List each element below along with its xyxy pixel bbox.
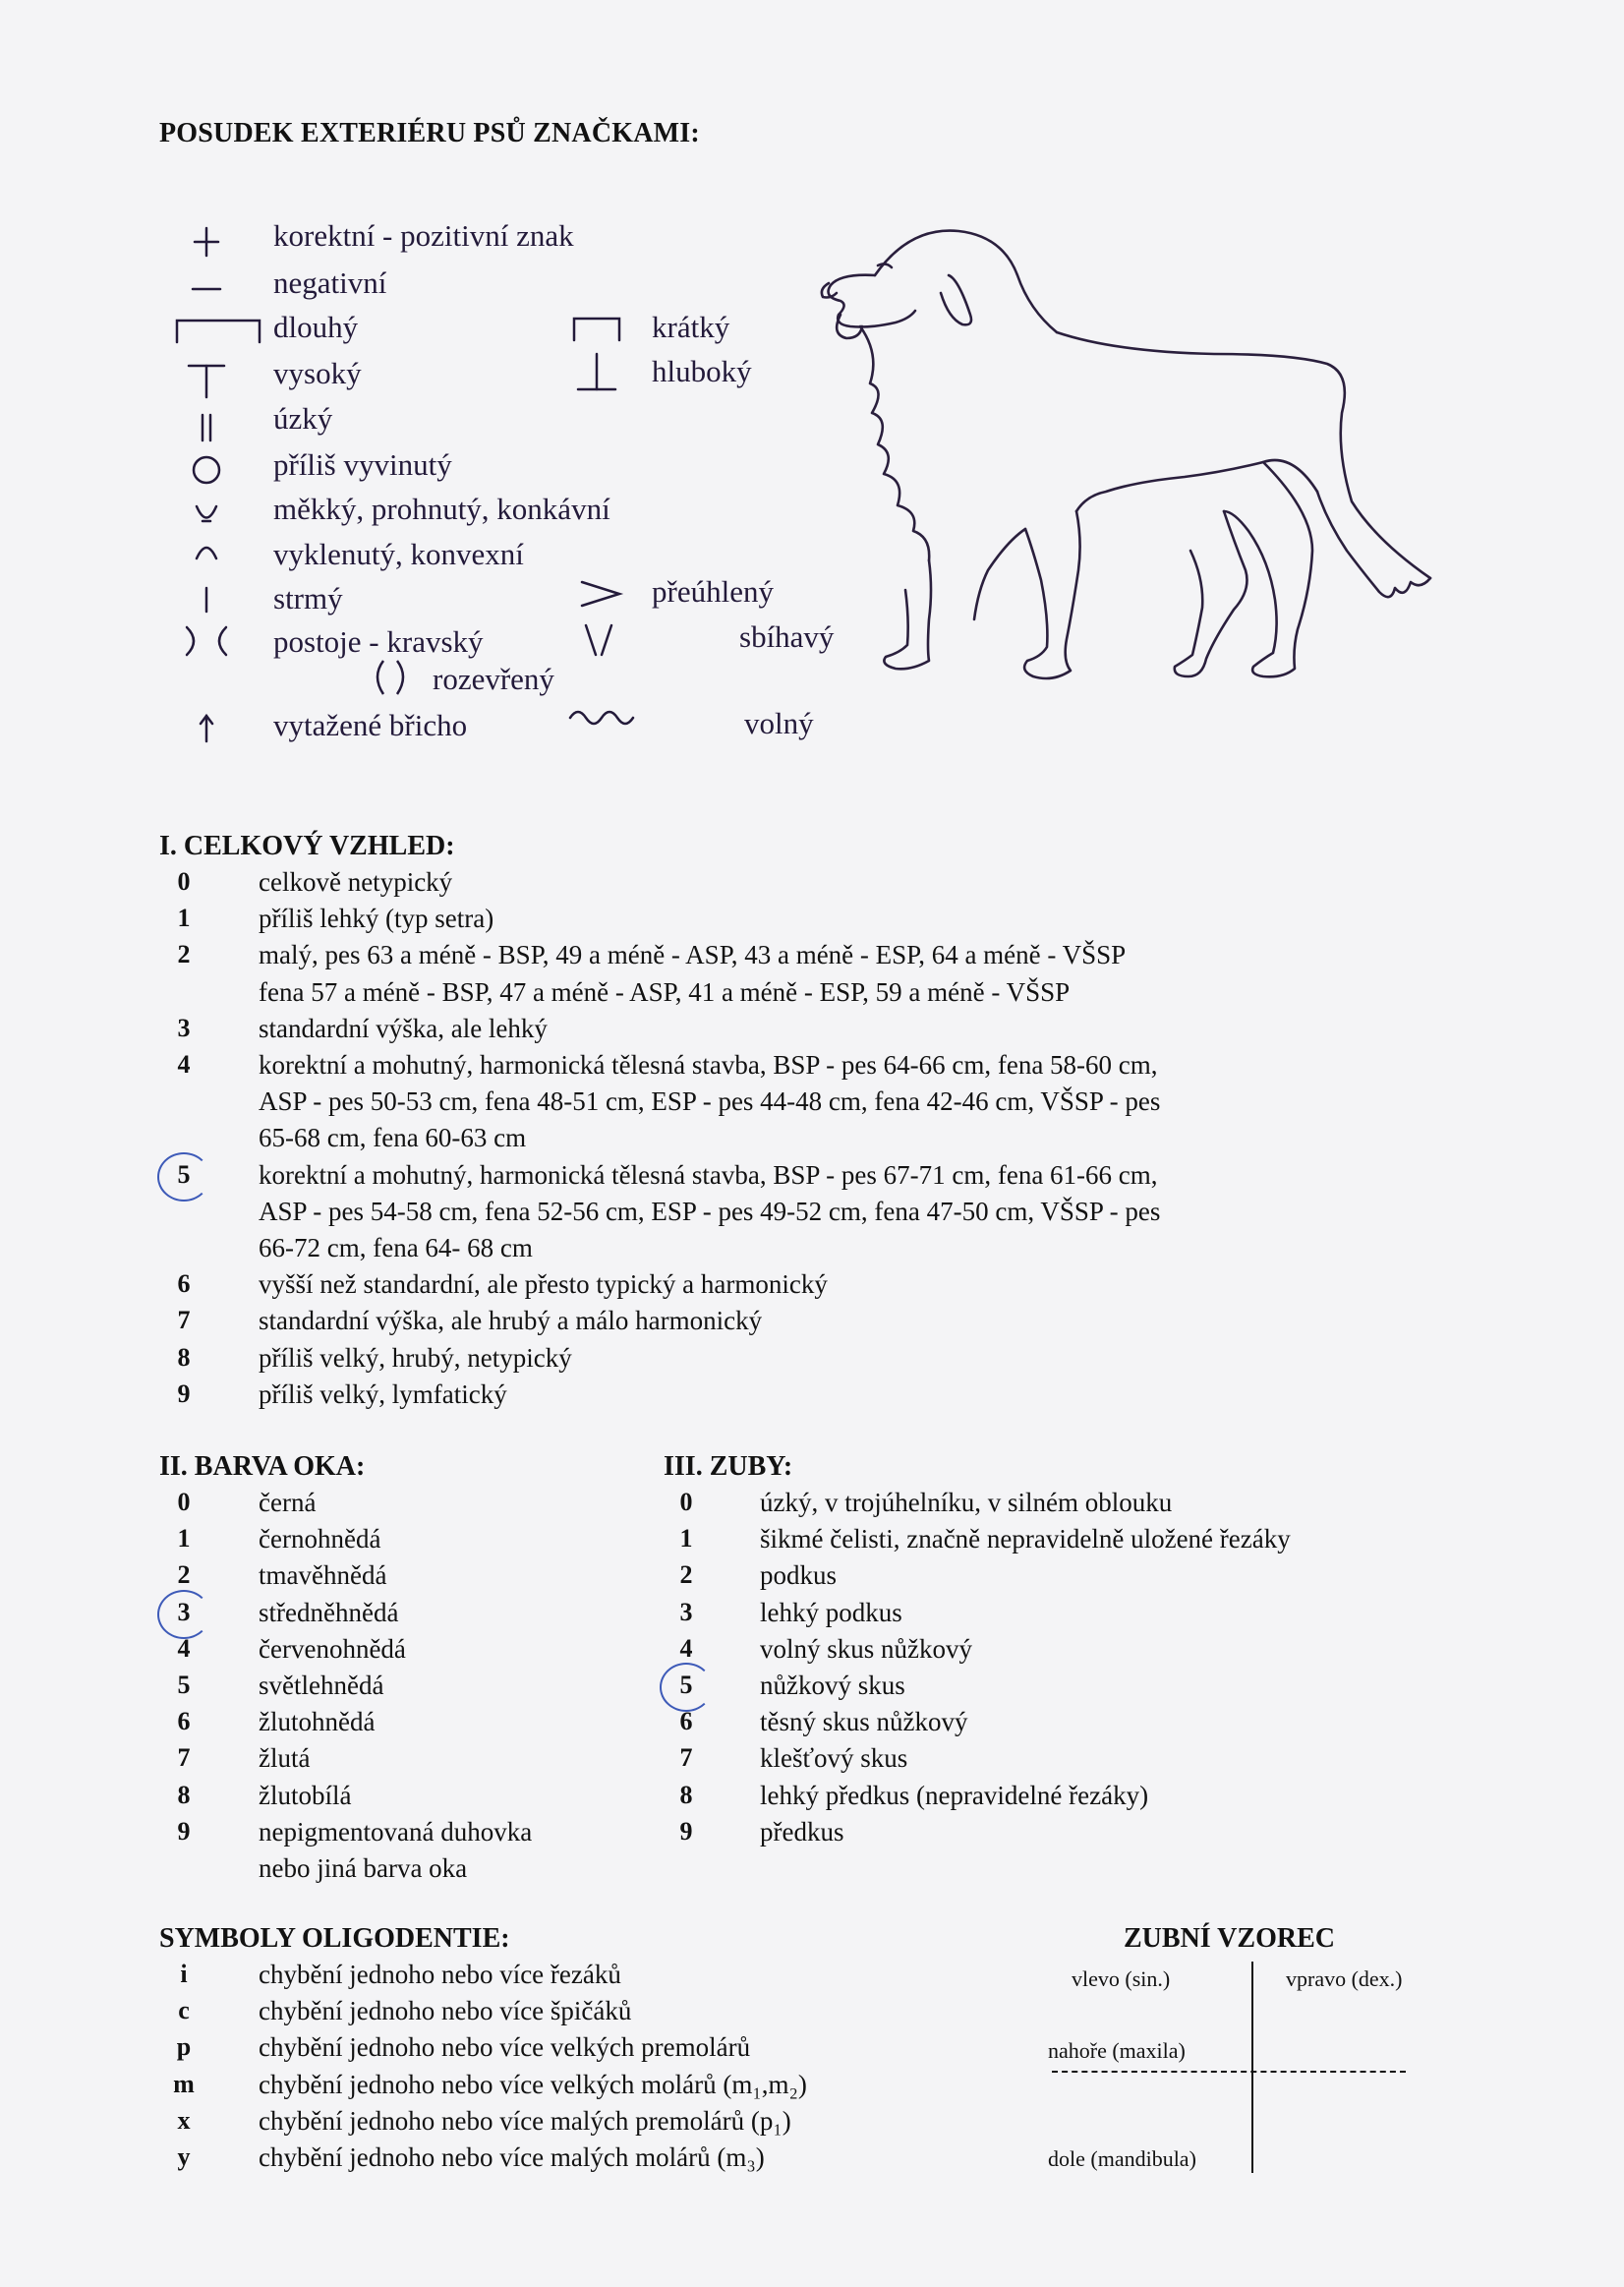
item-number: 9 bbox=[679, 1816, 693, 1846]
page-title: POSUDEK EXTERIÉRU PSŮ ZNAČKAMI: bbox=[159, 118, 700, 148]
open-hocks-icon bbox=[364, 657, 423, 700]
item-text: volný skus nůžkový bbox=[760, 1633, 972, 1664]
item-text: 65-68 cm, fena 60-63 cm bbox=[259, 1123, 527, 1153]
item-number: 8 bbox=[679, 1780, 693, 1809]
item-text: světlehnědá bbox=[259, 1671, 384, 1700]
dog-outline-icon bbox=[801, 216, 1450, 708]
item-text: klešťový skus bbox=[760, 1743, 908, 1774]
item-number: 7 bbox=[177, 1306, 191, 1335]
item-number: 0 bbox=[177, 1488, 191, 1516]
item-text: malý, pes 63 a méně - BSP, 49 a méně - ASP, 43 a méně - ESP, 64 a méně - VŠSP bbox=[259, 940, 1127, 970]
item-text: chybění jednoho nebo více řezáků bbox=[259, 1960, 621, 1989]
item-number: 8 bbox=[177, 1780, 191, 1809]
zubni-vzorec-horizontal-line bbox=[1052, 2071, 1406, 2073]
item-number: 9 bbox=[177, 1378, 191, 1408]
item-text: nebo jiná barva oka bbox=[259, 1853, 468, 1883]
item-number: 4 bbox=[177, 1050, 191, 1079]
long-bracket-icon bbox=[177, 321, 260, 342]
section-title: III. ZUBY: bbox=[664, 1451, 793, 1482]
item-number: 7 bbox=[679, 1743, 693, 1773]
item-number: i bbox=[180, 1960, 188, 1988]
wave-icon bbox=[570, 712, 633, 724]
item-number: 2 bbox=[679, 1560, 693, 1590]
item-text: těsný skus nůžkový bbox=[760, 1707, 968, 1737]
item-text: ASP - pes 54-58 cm, fena 52-56 cm, ESP - pes 49-52 cm, fena 47-50 cm, VŠSP - pes bbox=[259, 1196, 1161, 1226]
item-number: 0 bbox=[177, 867, 191, 896]
circled-mark bbox=[660, 1663, 713, 1712]
item-text: žlutobílá bbox=[259, 1780, 352, 1810]
item-text: černohnědá bbox=[259, 1524, 381, 1554]
tall-t-icon bbox=[189, 366, 224, 397]
legend-label: krátký bbox=[652, 310, 730, 344]
legend-label: negativní bbox=[273, 265, 387, 300]
item-number: 6 bbox=[177, 1707, 191, 1736]
section-title: I. CELKOVÝ VZHLED: bbox=[159, 831, 455, 861]
legend-symbols bbox=[157, 216, 275, 747]
zubni-vzorec-vertical-line bbox=[1251, 1962, 1253, 2173]
inverted-t-icon bbox=[578, 354, 615, 389]
item-number: 6 bbox=[679, 1707, 693, 1736]
circle-icon bbox=[194, 457, 219, 483]
item-text: fena 57 a méně - BSP, 47 a méně - ASP, 41 a méně - ESP, 59 a méně - VŠSP bbox=[259, 976, 1071, 1007]
up-arrow-icon bbox=[201, 716, 212, 741]
item-text: nepigmentovaná duhovka bbox=[259, 1816, 533, 1847]
legend-label: přeúhlený bbox=[652, 574, 774, 609]
item-text: chybění jednoho nebo více špičáků bbox=[259, 1996, 632, 2026]
legend-label: sbíhavý bbox=[739, 619, 835, 654]
legend-label: korektní - pozitivní znak bbox=[273, 218, 574, 253]
item-text: chybění jednoho nebo více malých premolárů (p₁) bbox=[259, 2105, 791, 2136]
cow-hocks-icon bbox=[187, 627, 226, 655]
section-title: SYMBOLY OLIGODENTIE: bbox=[159, 1923, 510, 1954]
legend-label: měkký, prohnutý, konkávní bbox=[273, 492, 610, 526]
legend-label: postoje - kravský bbox=[273, 624, 484, 659]
item-text: 66-72 cm, fena 64- 68 cm bbox=[259, 1233, 533, 1262]
section-title: II. BARVA OKA: bbox=[159, 1451, 366, 1482]
item-text: chybění jednoho nebo více malých molárů (m₃) bbox=[259, 2142, 765, 2172]
converging-icon bbox=[586, 625, 611, 655]
item-number: 3 bbox=[177, 1597, 191, 1626]
item-text: tmavěhnědá bbox=[259, 1560, 387, 1591]
double-bar-icon bbox=[203, 415, 210, 440]
item-text: standardní výška, ale hrubý a málo harmonický bbox=[259, 1306, 763, 1336]
item-number: 3 bbox=[177, 1013, 191, 1042]
item-text: úzký, v trojúhelníku, v silném oblouku bbox=[760, 1488, 1173, 1517]
legend-label: strmý bbox=[273, 581, 343, 616]
item-text: chybění jednoho nebo více velkých molárů (m₁,m₂) bbox=[259, 2069, 807, 2099]
item-text: příliš velký, hrubý, netypický bbox=[259, 1342, 572, 1373]
item-text: předkus bbox=[760, 1816, 844, 1847]
circled-mark bbox=[157, 1590, 210, 1639]
item-number: m bbox=[173, 2069, 195, 2098]
item-number: p bbox=[176, 2032, 192, 2062]
item-number: 5 bbox=[679, 1671, 693, 1699]
item-text: vyšší než standardní, ale přesto typický a harmonický bbox=[259, 1269, 828, 1300]
item-text: lehký podkus bbox=[760, 1597, 902, 1627]
zubni-vzorec-title: ZUBNÍ VZOREC bbox=[1124, 1923, 1335, 1954]
item-number: 1 bbox=[679, 1524, 693, 1554]
circled-mark bbox=[157, 1152, 210, 1202]
item-number: x bbox=[177, 2105, 191, 2135]
item-text: žlutohnědá bbox=[259, 1707, 376, 1737]
short-bracket-icon bbox=[574, 319, 619, 340]
zubni-vzorec-bottom: dole (mandibula) bbox=[1048, 2146, 1196, 2171]
item-text: příliš velký, lymfatický bbox=[259, 1378, 507, 1409]
item-number: c bbox=[178, 1996, 190, 2025]
item-number: 2 bbox=[177, 940, 191, 969]
plus-icon bbox=[195, 228, 218, 256]
legend-label: úzký bbox=[273, 401, 333, 436]
legend-label: hluboký bbox=[652, 354, 752, 388]
item-number: 6 bbox=[177, 1269, 191, 1299]
cup-icon bbox=[197, 506, 216, 521]
item-text: středněhnědá bbox=[259, 1597, 399, 1627]
legend-label: vytažené břicho bbox=[273, 708, 468, 742]
item-number: 2 bbox=[177, 1560, 191, 1590]
item-text: celkově netypický bbox=[259, 867, 453, 897]
item-number: 5 bbox=[177, 1671, 191, 1699]
legend-label: příliš vyvinutý bbox=[273, 447, 452, 482]
item-number: 1 bbox=[177, 1524, 191, 1554]
zubni-vzorec-left: vlevo (sin.) bbox=[1072, 1966, 1171, 1991]
item-number: 9 bbox=[177, 1816, 191, 1846]
arch-icon bbox=[197, 548, 216, 558]
greater-than-icon bbox=[582, 582, 619, 606]
item-text: korektní a mohutný, harmonická tělesná stavba, BSP - pes 64-66 cm, fena 58-60 cm, bbox=[259, 1050, 1158, 1080]
legend-label: rozevřený bbox=[433, 662, 554, 696]
item-text: příliš lehký (typ setra) bbox=[259, 904, 494, 934]
legend-label: dlouhý bbox=[273, 310, 359, 344]
legend-label: vysoký bbox=[273, 356, 362, 390]
item-text: podkus bbox=[760, 1560, 838, 1591]
item-text: lehký předkus (nepravidelné řezáky) bbox=[760, 1780, 1149, 1810]
item-number: 7 bbox=[177, 1743, 191, 1773]
item-text: chybění jednoho nebo více velkých premolárů bbox=[259, 2032, 751, 2063]
zubni-vzorec-top: nahoře (maxila) bbox=[1048, 2038, 1186, 2063]
legend-label: volný bbox=[744, 706, 814, 740]
item-number: 8 bbox=[177, 1342, 191, 1372]
item-number: 3 bbox=[679, 1597, 693, 1626]
item-number: 0 bbox=[679, 1488, 693, 1516]
item-number: 1 bbox=[177, 904, 191, 933]
item-text: korektní a mohutný, harmonická tělesná stavba, BSP - pes 67-71 cm, fena 61-66 cm, bbox=[259, 1159, 1158, 1190]
legend-label: vyklenutý, konvexní bbox=[273, 537, 524, 571]
item-number: 5 bbox=[177, 1159, 191, 1189]
item-text: nůžkový skus bbox=[760, 1671, 905, 1700]
legend-symbols-right bbox=[551, 305, 659, 737]
item-text: žlutá bbox=[259, 1743, 311, 1774]
item-text: černá bbox=[259, 1488, 317, 1517]
item-number: 4 bbox=[177, 1633, 191, 1663]
item-number: 4 bbox=[679, 1633, 693, 1663]
item-number: y bbox=[177, 2142, 191, 2171]
zubni-vzorec-right: vpravo (dex.) bbox=[1286, 1966, 1403, 1991]
item-text: ASP - pes 50-53 cm, fena 48-51 cm, ESP - pes 44-48 cm, fena 42-46 cm, VŠSP - pes bbox=[259, 1086, 1161, 1117]
item-text: standardní výška, ale lehký bbox=[259, 1013, 548, 1043]
item-text: šikmé čelisti, značně nepravidelně uložené řezáky bbox=[760, 1524, 1291, 1554]
item-text: červenohnědá bbox=[259, 1633, 406, 1664]
